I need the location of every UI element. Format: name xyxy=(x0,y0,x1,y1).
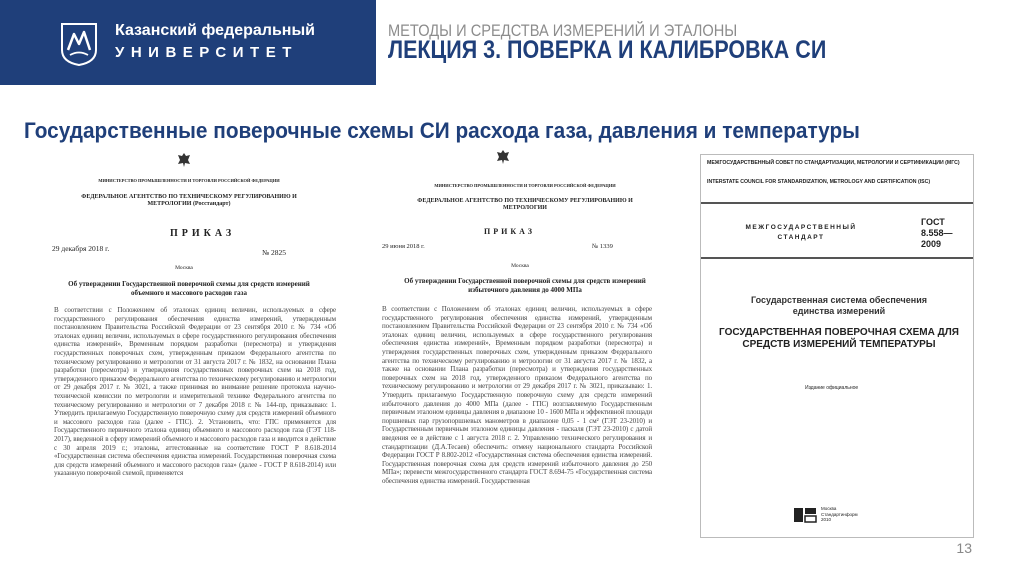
divider xyxy=(701,257,973,259)
order-document-gas-flow xyxy=(24,148,348,566)
gost-code: ГОСТ 8.558— 2009 xyxy=(921,217,953,249)
order-date: 29 июня 2018 г. xyxy=(382,243,425,250)
gost-cover-temperature xyxy=(700,154,974,538)
order-number: № 2825 xyxy=(262,248,287,257)
lecture-title: ЛЕКЦИЯ 3. ПОВЕРКА И КАЛИБРОВКА СИ xyxy=(388,36,827,64)
order-city: Москва xyxy=(511,263,529,269)
slide-heading: Государственные поверочные схемы СИ расхода газа, давления и температуры xyxy=(24,118,860,143)
coat-of-arms-icon xyxy=(176,152,192,168)
ministry-name: МИНИСТЕРСТВО ПРОМЫШЛЕННОСТИ И ТОРГОВЛИ РОССИЙСКОЙ ФЕДЕРАЦИИ xyxy=(434,183,616,188)
slide-number: 13 xyxy=(956,540,972,556)
standard-title: ГОСУДАРСТВЕННАЯ ПОВЕРОЧНАЯ СХЕМА ДЛЯ СРЕДСТВ ИЗМЕРЕНИЙ ТЕМПЕРАТУРЫ xyxy=(719,327,959,350)
university-name-line2: УНИВЕРСИТЕТ xyxy=(115,44,298,61)
system-name: Государственная система обеспечения единства измерений xyxy=(751,295,927,316)
edition-label: Издание официальное xyxy=(805,385,859,391)
order-subject: Об утверждении Государственной поверочной схемы для средств измерений избыточного давления до 4000 МПа xyxy=(404,277,646,294)
council-name-en: INTERSTATE COUNCIL FOR STANDARDIZATION, METROLOGY AND CERTIFICATION (ISC) xyxy=(707,179,931,185)
publisher: Москва Стандартинформ 2010 xyxy=(821,506,858,522)
agency-name: ФЕДЕРАЛЬНОЕ АГЕНТСТВО ПО ТЕХНИЧЕСКОМУ РЕГУЛИРОВАНИЮ И МЕТРОЛОГИИ xyxy=(417,198,633,211)
divider xyxy=(701,202,973,204)
order-number: № 1339 xyxy=(592,243,613,250)
order-label: ПРИКАЗ xyxy=(484,227,535,236)
order-subject: Об утверждении Государственной поверочной схемы для средств измерений объемного и массового расходов газа xyxy=(68,280,310,297)
order-body: В соответствии с Положением об эталонах единиц величин, используемых в сфере государственного регулирования обеспечения единства измерений, утвержденным постановлением Правительства Российской Федерации от 23 сентября 2010 г. № 734 «Об эталонах единиц величин, используемых в сфере государственного регулирования обеспечения единства измерений», Временным порядком разработки (пересмотра) и утверждения государственных поверочных схем, утвержденным приказом Федерального агентства по техническому регулированию и метрологии от 31 августа 2017 г. № 1832, а также на основании Плана разработки (пересмотра) и утверждения государственных поверочных схем на 2018 год, утвержденного приказом Федерального агентства по техническому регулированию и метрологии от 29 декабря 2017 г. № 3021, приказываю: 1. Утвердить прилагаемую Государственную поверочную схему для средств измерений избыточного давления до 4000 МПа (далее - ГПС) возглавляемую Государственным первичным эталоном единицы давления в диапазоне 10 - 1600 МПа и эффективной площади поршневых пар грузопоршневых манометров в диапазоне 0,05 - 1 см² (ГЭТ 23-2010) и Государственным первичным эталоном единицы давления - паскаля (ГЭТ 23-2010) с датой введения ее в действие с 1 августа 2018 г. 2. Управлению технического регулирования и стандартизации (Д.А.Тесаев) обеспечить: отмену национального стандарта Российской Федерации ГОСТ Р 8.802-2012 «Государственная система обеспечения единства измерений. Государственная поверочная схема для средств измерений избыточного давления до 250 МПа»; перевести межгосударственного стандарта ГОСТ 8.694-75 «Государственная система обеспечения единства измерений. Государственная xyxy=(382,305,652,485)
publisher-logo-icon xyxy=(793,507,817,523)
standard-type: МЕЖГОСУДАРСТВЕННЫЙ СТАНДАРТ xyxy=(745,224,857,241)
order-body: В соответствии с Положением об эталонах единиц величин, используемых в сфере государственного регулирования обеспечения единства измерений, утвержденным постановлением Правительства Российской Федерации от 23 сентября 2010 г. № 734 «Об эталонах единиц величин, используемых в сфере государственного регулирования обеспечения единства измерений», Временным порядком разработки (пересмотра) и утверждения государственных поверочных схем, утвержденным приказом Федерального агентства по техническому регулированию и метрологии от 31 августа 2017 г. № 1832, на основании Плана разработки (пересмотра) и утверждения государственных поверочных схем на 2018 год, утвержденного приказом Федерального агентства по техническому регулированию и метрологии от 29 декабря 2017 г. № 3021, а также принимая во внимание решение протокола научно-технической комиссии по метрологии и измерительной технике Федерального агентства по техническому регулированию и метрологии от 7 декабря 2018 г. № 144-пр, приказываю: 1. Утвердить прилагаемую Государственную поверочную схему для средств измерений объемного и массового расходов газа (далее - ГПС). 2. Установить, что: ГПС применяется для Государственного первичного эталона единиц объемного и массового расходов газа (ГЭТ 118-2017), введенной в сферу измерений объемного и массового расходов газа и вводится в действие с 30 апреля 2019 г.; эталоны, аттестованные на соответствие ГОСТ Р 8.618-2014 «Государственная система обеспечения единства измерений. Государственная поверочная схема для средств измерений объемного и массового расходов газа» (далее - ГОСТ Р 8.618-2014) или указанную поверочной схемой, применяется xyxy=(54,306,336,478)
council-name-ru: МЕЖГОСУДАРСТВЕННЫЙ СОВЕТ ПО СТАНДАРТИЗАЦИИ, МЕТРОЛОГИИ И СЕРТИФИКАЦИИ (МГС) xyxy=(707,160,960,166)
kfu-emblem-icon xyxy=(60,22,98,66)
university-name-line1: Казанский федеральный xyxy=(115,22,315,39)
agency-name: ФЕДЕРАЛЬНОЕ АГЕНТСТВО ПО ТЕХНИЧЕСКОМУ РЕГУЛИРОВАНИЮ И МЕТРОЛОГИИ (Росстандарт) xyxy=(81,194,297,207)
order-label: ПРИКАЗ xyxy=(170,228,236,239)
ministry-name: МИНИСТЕРСТВО ПРОМЫШЛЕННОСТИ И ТОРГОВЛИ РОССИЙСКОЙ ФЕДЕРАЦИИ xyxy=(98,178,280,183)
order-city: Москва xyxy=(175,265,193,271)
order-date: 29 декабря 2018 г. xyxy=(52,244,110,253)
coat-of-arms-icon xyxy=(495,149,511,165)
order-document-pressure xyxy=(380,143,670,558)
university-logo-block xyxy=(0,0,376,85)
course-title: МЕТОДЫ И СРЕДСТВА ИЗМЕРЕНИЙ И ЭТАЛОНЫ xyxy=(388,21,738,40)
